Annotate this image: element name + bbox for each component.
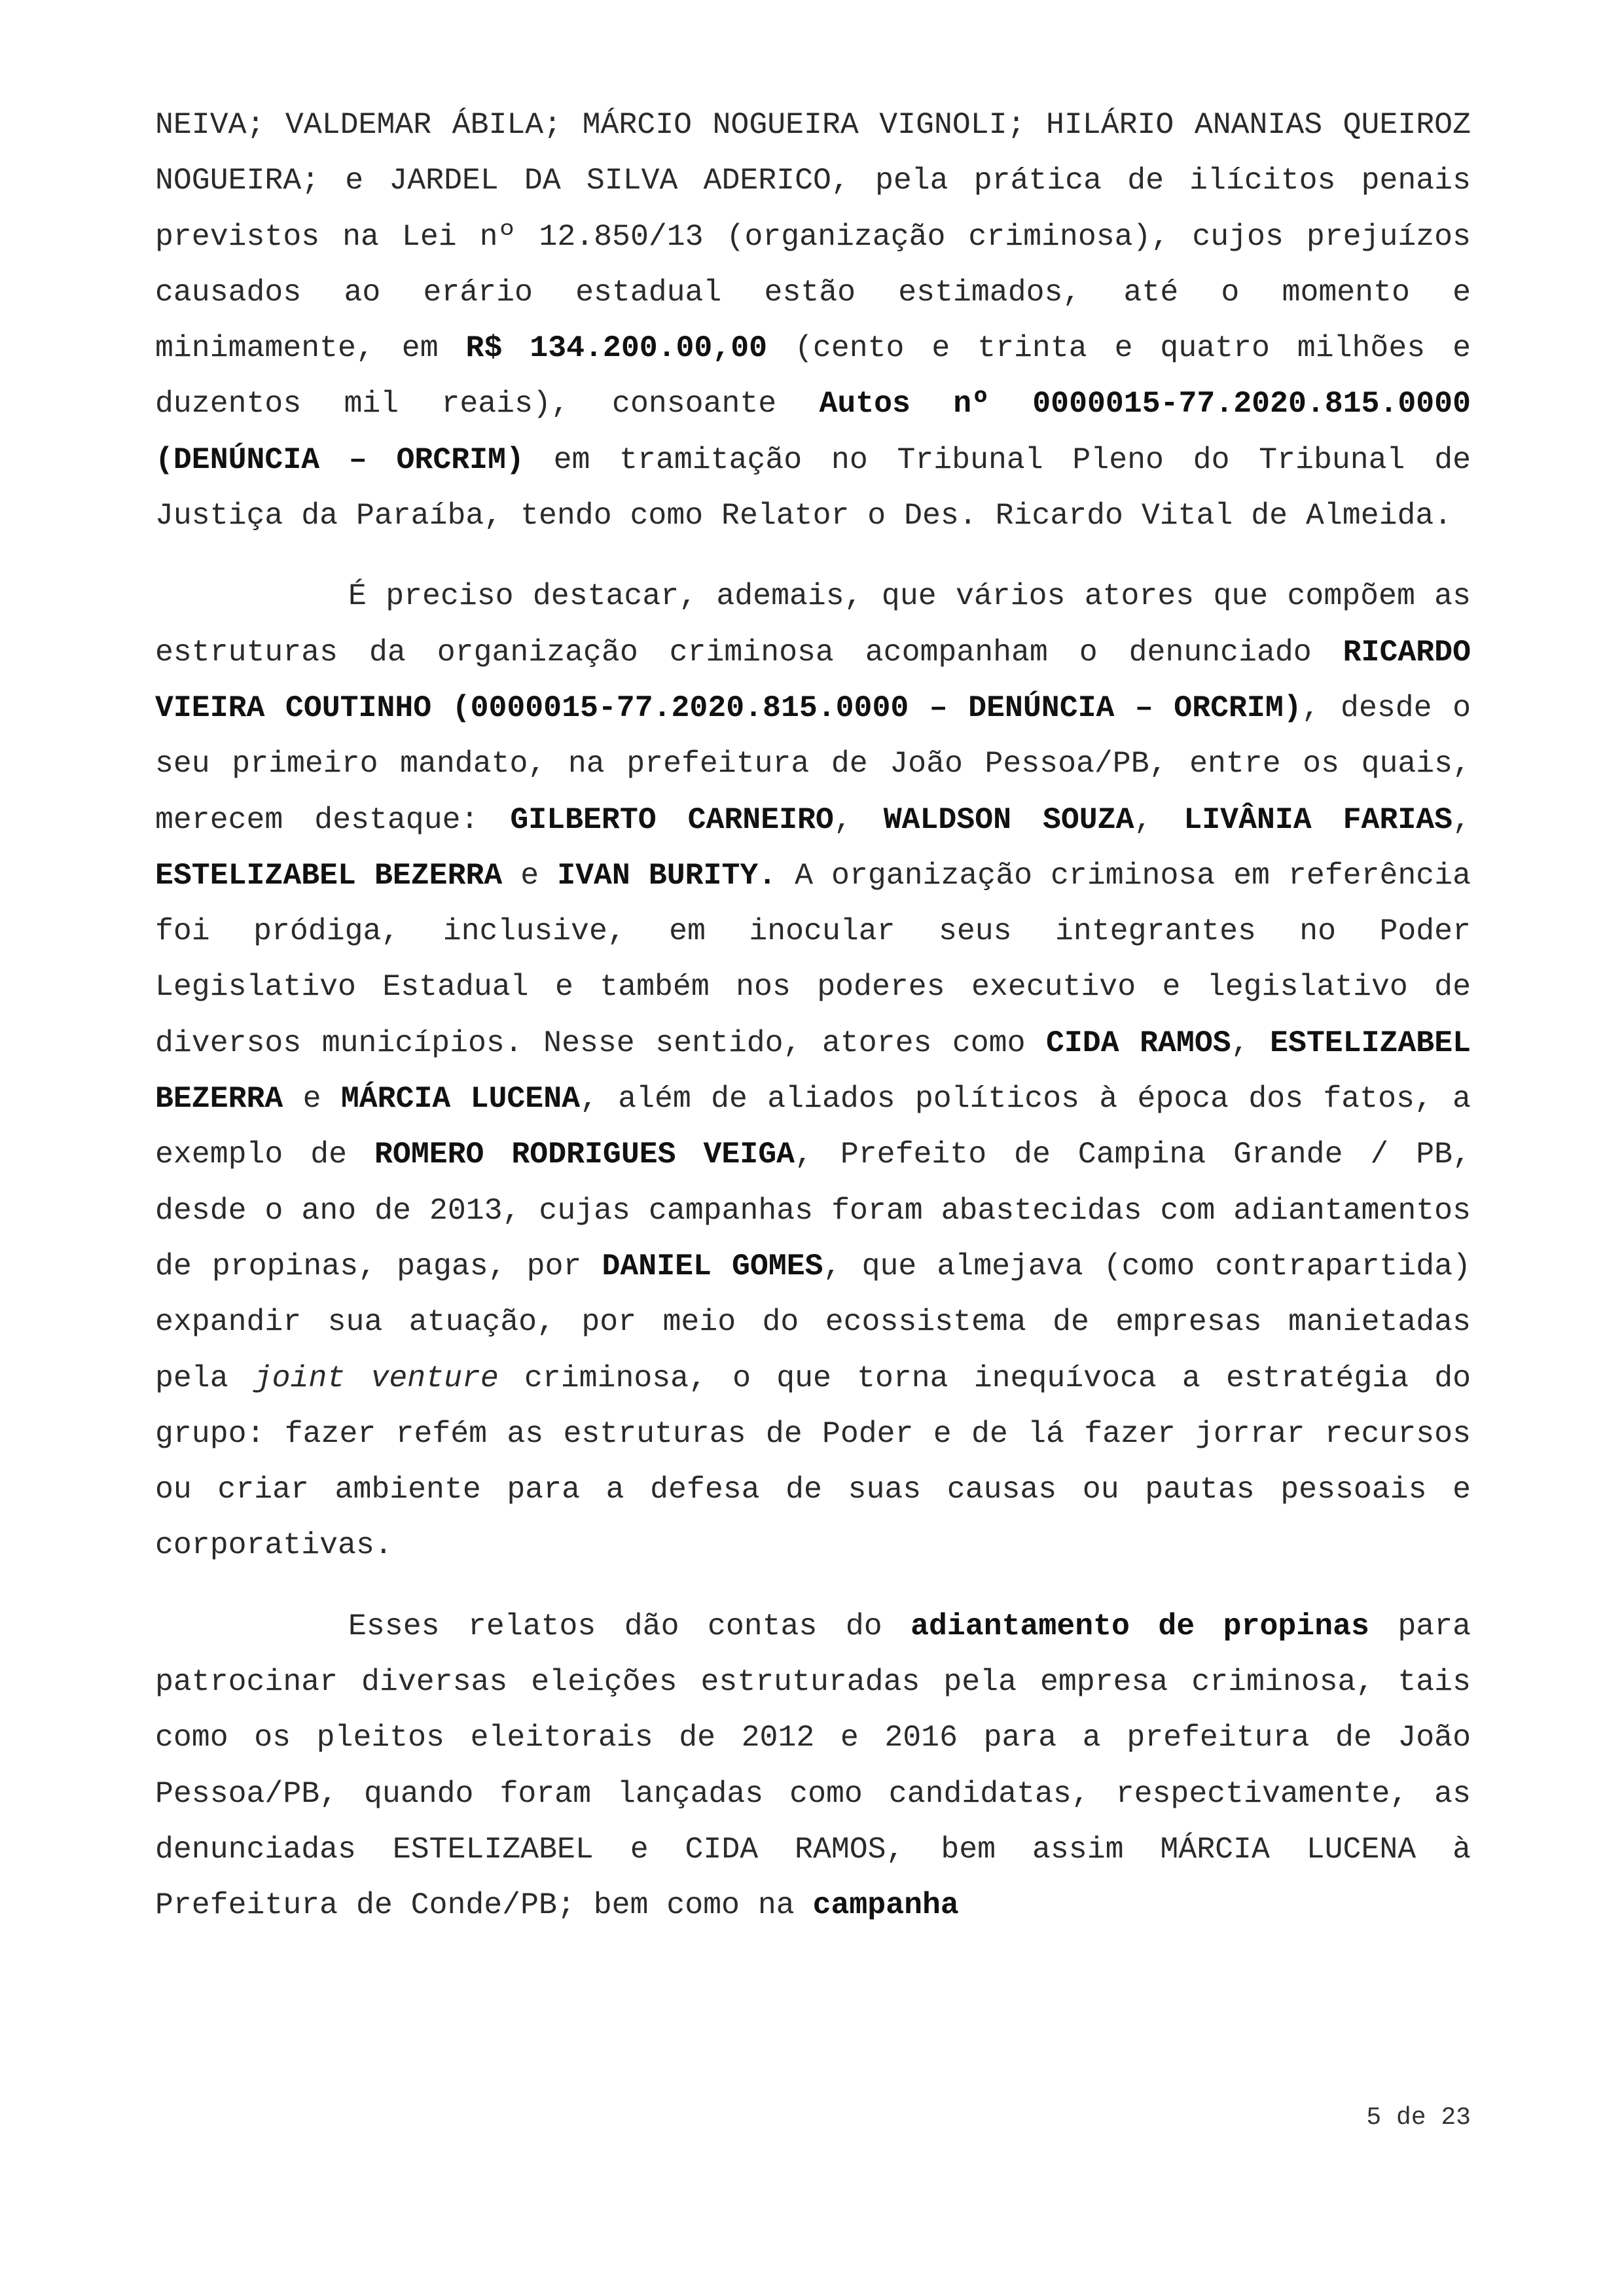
bold-text: WALDSON SOUZA xyxy=(883,802,1134,837)
text-run: , além de aliados políticos à época dos fatos, a exemplo de xyxy=(155,1081,1471,1172)
text-run: , xyxy=(833,802,884,837)
bold-text: LIVÂNIA FARIAS xyxy=(1183,802,1453,837)
text-run: e xyxy=(502,857,558,893)
text-run: , xyxy=(1134,802,1184,837)
paragraph xyxy=(155,97,1471,543)
bold-text: campanha xyxy=(812,1888,959,1923)
text-run: em tramitação no Tribunal Pleno do Tribunal de Justiça da Paraíba, tendo como Relator o Des. Ricardo Vital de Almeida. xyxy=(155,442,1471,533)
bold-text: GILBERTO CARNEIRO xyxy=(510,802,834,837)
document-body xyxy=(155,97,1471,1933)
text-run: Esses relatos dão contas do xyxy=(348,1608,911,1643)
bold-text: CIDA RAMOS xyxy=(1046,1025,1231,1060)
text-run: NEIVA; VALDEMAR ÁBILA; MÁRCIO NOGUEIRA VIGNOLI; HILÁRIO ANANIAS QUEIROZ NOGUEIRA; e JARDEL DA SILVA ADERICO, pela prática de ilícitos penais previstos na Lei nº 12.850/13 (organização criminosa), cujos prejuízos causados ao erário estadual estão estimados, até o momento e minimamente, em xyxy=(155,107,1471,366)
text-run: , Prefeito de Campina Grande / PB, desde o ano de 2013, cujas campanhas foram abastecidas com adiantamentos de propinas, pagas, por xyxy=(155,1137,1471,1283)
bold-text: DANIEL GOMES xyxy=(602,1248,823,1283)
bold-text: ESTELIZABEL BEZERRA xyxy=(155,857,503,893)
bold-text: ROMERO RODRIGUES VEIGA xyxy=(374,1137,795,1172)
text-run: e xyxy=(283,1081,341,1117)
bold-text: Autos nº 0000015-77.2020.815.0000 (DENÚNCIA – ORCRIM) xyxy=(155,386,1471,477)
bold-text: adiantamento de propinas xyxy=(911,1608,1369,1643)
italic-text: joint venture xyxy=(253,1360,499,1395)
bold-text: RICARDO VIEIRA COUTINHO (0000015-77.2020.815.0000 – DENÚNCIA – ORCRIM) xyxy=(155,634,1471,725)
text-run: A organização criminosa em referência foi pródiga, inclusive, em inocular seus integrantes no Poder Legislativo Estadual e também nos poderes executivo e legislativo de diversos municípios. Nesse sentido, atores como xyxy=(155,857,1471,1060)
text-run: (cento e trinta e quatro milhões e duzentos mil reais), consoante xyxy=(155,331,1471,422)
page-number: 5 de 23 xyxy=(1366,2104,1471,2132)
text-run: , xyxy=(1231,1025,1271,1060)
bold-text: MÁRCIA LUCENA xyxy=(340,1081,581,1117)
paragraph xyxy=(155,568,1471,1573)
text-run: , xyxy=(1453,802,1471,837)
text-run: criminosa, o que torna inequívoca a estratégia do grupo: fazer refém as estruturas de Poder e de lá fazer jorrar recursos ou criar ambiente para a defesa de suas causas ou pautas pessoais e corporativas. xyxy=(155,1360,1471,1563)
text-run: para patrocinar diversas eleições estruturadas pela empresa criminosa, tais como os pleitos eleitorais de 2012 e 2016 para a prefeitura de João Pessoa/PB, quando foram lançadas como candidatas, respectivamente, as denunciadas ESTELIZABEL e CIDA RAMOS, bem assim MÁRCIA LUCENA à Prefeitura de Conde/PB; bem como na xyxy=(155,1608,1471,1923)
bold-text: R$ 134.200.00,00 xyxy=(465,331,768,366)
bold-text: IVAN BURITY. xyxy=(557,857,777,893)
bold-text: ESTELIZABEL BEZERRA xyxy=(155,1025,1471,1117)
text-run: , desde o seu primeiro mandato, na prefeitura de João Pessoa/PB, entre os quais, merecem destaque: xyxy=(155,690,1471,837)
text-run: , que almejava (como contrapartida) expandir sua atuação, por meio do ecossistema de empresas manietadas pela xyxy=(155,1248,1471,1395)
paragraph xyxy=(155,1598,1471,1933)
text-run: É preciso destacar, ademais, que vários atores que compõem as estruturas da organização criminosa acompanham o denunciado xyxy=(155,579,1471,670)
